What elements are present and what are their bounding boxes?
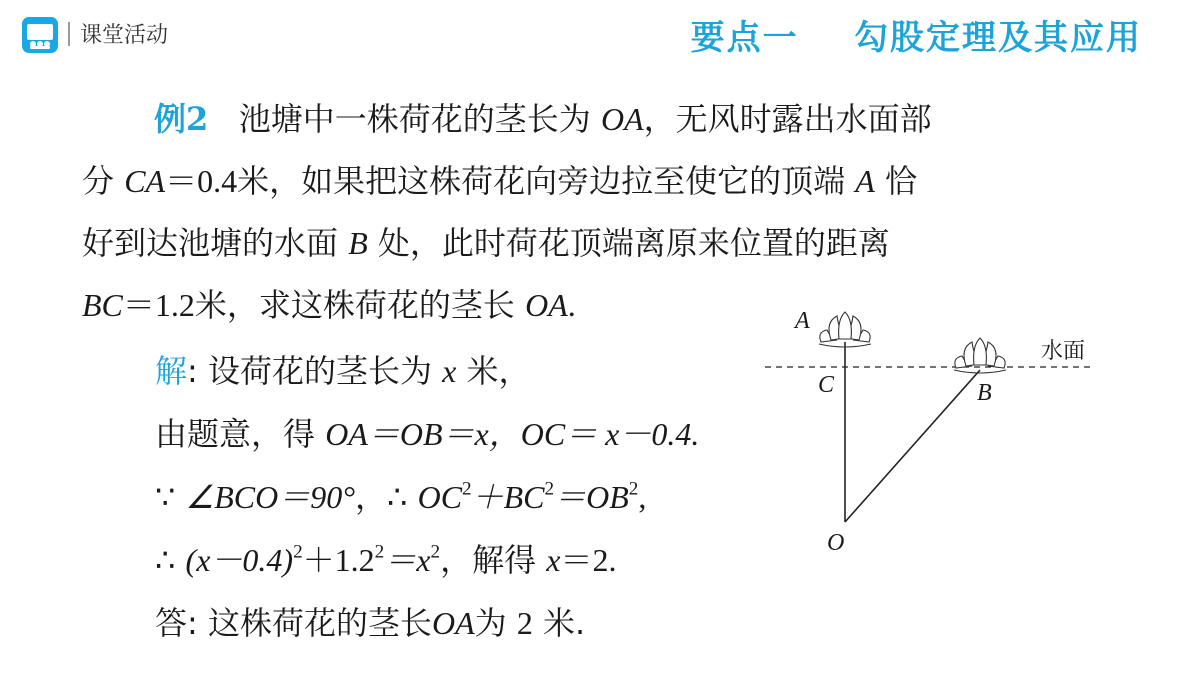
water-surface-label: 水面 — [1041, 339, 1086, 364]
app-name: 课堂活动 — [80, 23, 169, 48]
example-label: 例2 — [154, 100, 209, 138]
label-o: O — [827, 530, 845, 556]
solution-line-5: 答: 这株荷花的茎长OA为 2 米. — [155, 604, 586, 642]
solution-label: 解 — [155, 352, 188, 390]
section-title: 要点一 勾股定理及其应用 — [690, 18, 1142, 58]
problem-line-1: 例2 池塘中一株荷花的茎长为 OA，无风时露出水面部 — [154, 100, 932, 138]
header-bar — [0, 0, 1200, 70]
problem-line-2: 分 CA＝0.4米，如果把这株荷花向旁边拉至使它的顶端 A 恰 — [82, 162, 918, 200]
label-a: A — [795, 308, 810, 334]
lotus-flower-a-icon — [819, 312, 871, 347]
solution-line-3: ∵ ∠BCO＝90°，∴ $OC^2+BC^2=OB^2$, — [155, 478, 647, 516]
label-b: B — [977, 380, 992, 406]
classroom-icon — [22, 17, 58, 53]
stem-ob — [845, 370, 980, 522]
label-c: C — [818, 372, 835, 398]
problem-statement — [82, 88, 1122, 336]
lotus-diagram — [755, 300, 1115, 570]
header-divider — [68, 22, 70, 46]
solution-line-1: 解: 设荷花的茎长为 x 米， — [155, 352, 531, 390]
lotus-flower-b-icon — [954, 338, 1006, 373]
solution — [155, 340, 775, 655]
solution-line-4: ∴ $(x-0.4)^2+1.2^2=x^2$，解得 x＝2. — [155, 541, 617, 579]
problem-line-4: BC＝1.2米，求这株荷花的茎长 OA. — [82, 286, 576, 324]
problem-line-3: 好到达池塘的水面 B 处，此时荷花顶端离原来位置的距离 — [82, 224, 890, 262]
solution-line-2: 由题意，得 OA＝OB＝x，OC＝ x－0.4. — [155, 415, 700, 453]
